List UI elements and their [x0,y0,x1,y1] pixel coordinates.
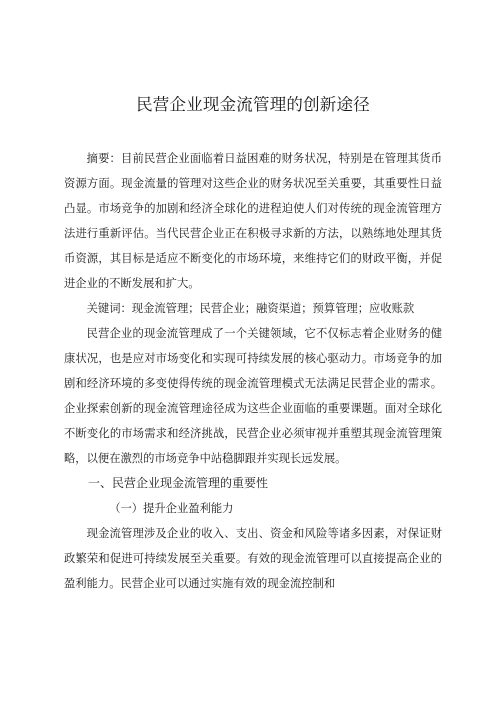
subsection-paragraph: 现金流管理涉及企业的收入、支出、资金和风险等诸多因素，对保证财政繁荣和促进可持续发展至关重要。有效的现金流管理可以直接提高企业的盈利能力。民营企业可以通过实施有效的现金流控制和 [64,527,442,590]
keywords-paragraph: 关键词：现金流管理；民营企业；融资渠道；预算管理；应收账款 [86,302,415,315]
subsection-heading: （一）提升企业盈利能力 [109,502,234,515]
abstract-paragraph: 摘要：目前民营企业面临着日益困难的财务状况，特别是在管理其货币资源方面。现金流量的管理对这些企业的财务状况至关重要，其重要性日益凸显。市场竞争的加剧和经济全球化的进程迫使人们对传统的现金流管理方法进行重新评估。当代民营企业正在积极寻求新的方法，以熟练地处理其货币资源，其目标是适应不断变化的市场环境，来维持它们的财政平衡，并促进企业的不断发展和扩大。 [64,152,442,290]
intro-paragraph: 民营企业的现金流管理成了一个关键领域，它不仅标志着企业财务的健康状况，也是应对市场变化和实现可持续发展的核心驱动力。市场竞争的加剧和经济环境的多变使得传统的现金流管理模式无法满足民营企业的需求。企业探索创新的现金流管理途径成为这些企业面临的重要课题。面对全球化不断变化的市场需求和经济挑战，民营企业必须审视并重塑其现金流管理策略，以便在激烈的市场竞争中站稳脚跟并实现长远发展。 [64,327,442,465]
section-heading: 一、民营企业现金流管理的重要性 [88,476,269,490]
document-body [64,146,442,596]
document-title: 民营企业现金流管理的创新途径 [136,95,370,114]
